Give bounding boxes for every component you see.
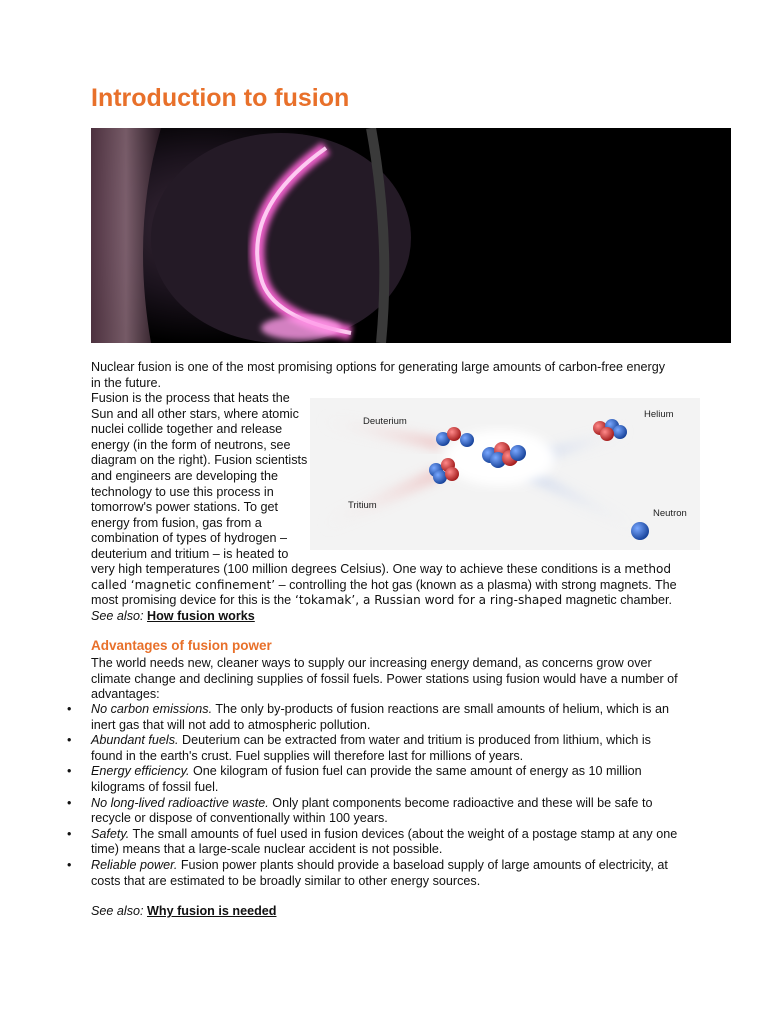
- helium-label: Helium: [644, 409, 674, 420]
- text-run: – controlling the hot gas (known as a plasma) with strong magnets. The most promising device for this is the: [91, 577, 677, 608]
- why-fusion-is-needed-link[interactable]: Why fusion is needed: [147, 904, 277, 918]
- advantages-list: [67, 702, 681, 889]
- advantage-text: One kilogram of fusion fuel can provide the same amount of energy as 10 million kilograms of fossil fuel.: [91, 764, 642, 794]
- see-also-prefix: See also:: [91, 904, 148, 918]
- bullet-icon: •: [67, 826, 72, 841]
- advantage-term: No carbon emissions.: [91, 702, 213, 716]
- advantage-item: [67, 826, 681, 858]
- bullet-icon: •: [67, 857, 72, 872]
- text-run: magnetic chamber.: [562, 593, 673, 608]
- see-also-prefix: See also:: [91, 608, 148, 623]
- advantage-text: Only plant components become radioactive and these will be safe to recycle or dispose of conventionally within 100 years.: [91, 795, 653, 826]
- advantage-text: Fusion power plants should provide a baseload supply of large amounts of electricity, at costs that are estimated to be broadly similar to other energy sources.: [91, 857, 668, 888]
- bullet-icon: •: [67, 795, 72, 810]
- advantage-term: Abundant fuels.: [91, 733, 179, 748]
- advantage-item: [67, 702, 681, 733]
- neutron-label: Neutron: [653, 508, 687, 519]
- advantage-item: [67, 764, 681, 795]
- advantages-intro: The world needs new, cleaner ways to supply our increasing energy demand, as concerns grow over climate change and declining supplies of fossil fuels. Power stations using fusion would have a number of advantages:: [91, 656, 678, 702]
- text-run: very high temperatures (100 million degrees Celsius). One way to achieve these conditions is a: [91, 562, 621, 576]
- deuterium-label: Deuterium: [363, 416, 407, 427]
- advantage-text: Deuterium can be extracted from water and tritium is produced from lithium, which is found in the earth's crust. Fuel supplies will therefore last for millions of years.: [91, 733, 651, 763]
- bullet-icon: •: [67, 702, 72, 716]
- see-also-why-fusion: [91, 904, 276, 918]
- advantage-term: Energy efficiency.: [91, 764, 190, 779]
- text-run: method called ‘magnetic confinement’: [91, 562, 672, 592]
- magnetic-confinement-paragraph: [91, 562, 691, 624]
- tritium-label: Tritium: [348, 500, 377, 511]
- intro-paragraph: Nuclear fusion is one of the most promising options for generating large amounts of carbon-free energy in the future.: [91, 360, 666, 390]
- advantage-item: [67, 733, 681, 764]
- advantage-item: [67, 857, 681, 889]
- advantages-heading: Advantages of fusion power: [91, 638, 272, 653]
- advantage-term: Safety.: [91, 826, 130, 841]
- fusion-reaction-diagram: [310, 398, 700, 550]
- see-also-how-fusion-works: [91, 609, 255, 623]
- how-fusion-works-link[interactable]: How fusion works: [147, 608, 255, 623]
- advantage-text: The only by-products of fusion reactions are small amounts of helium, which is an inert gas that will not add to atmospheric pollution.: [91, 702, 669, 732]
- advantage-item: [67, 795, 681, 827]
- bullet-icon: •: [67, 733, 72, 748]
- page-title: Introduction to fusion: [91, 84, 350, 112]
- advantage-term: Reliable power.: [91, 857, 178, 872]
- bullet-icon: •: [67, 764, 72, 779]
- advantage-term: No long-lived radioactive waste.: [91, 795, 269, 810]
- advantage-text: The small amounts of fuel used in fusion devices (about the weight of a postage stamp at any one time) means that a large-scale nuclear accident is not possible.: [91, 826, 678, 857]
- plasma-photo: [91, 128, 731, 343]
- fusion-process-paragraph: Fusion is the process that heats the Sun and all other stars, where atomic nuclei collide together and release energy (in the form of neutrons, see diagram on the right). Fusion scientists and engineers are developing the technology to use this process in tomorrow's power stations. To get energy from fusion, gas from a combination of types of hydrogen – deuterium and tritium – is heated to: [91, 391, 308, 561]
- text-run: ‘tokamak’, a Russian word for a ring-shaped: [291, 593, 563, 608]
